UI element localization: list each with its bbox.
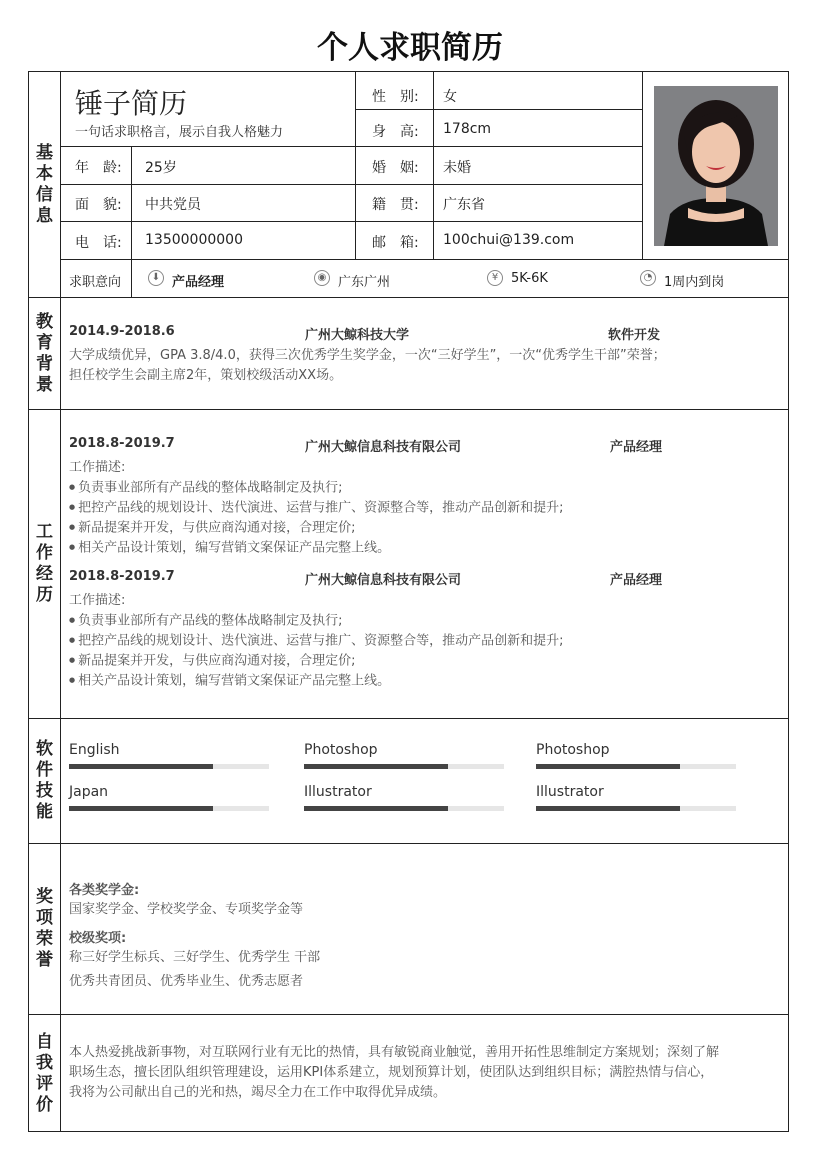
motto: 一句话求职格言，展示自我人格魅力 bbox=[75, 125, 284, 140]
origin-value: 广东省 bbox=[443, 197, 485, 213]
skill-bar-fill bbox=[304, 806, 448, 811]
skill-bar-fill bbox=[536, 806, 680, 811]
age-value: 25岁 bbox=[145, 160, 177, 176]
divider bbox=[642, 71, 643, 259]
section-label-self: 自 我 评 价 bbox=[36, 1031, 53, 1115]
page-title: 个人求职简历 bbox=[317, 30, 503, 66]
section-label-skills: 软 件 技 能 bbox=[36, 739, 53, 822]
work-role: 产品经理 bbox=[610, 573, 663, 588]
divider bbox=[60, 221, 642, 222]
skill-name: Illustrator bbox=[536, 784, 604, 800]
divider bbox=[433, 71, 434, 259]
work-role: 产品经理 bbox=[610, 440, 663, 455]
school-award-line: 优秀共青团员、优秀毕业生、优秀志愿者 bbox=[69, 974, 304, 989]
work-desc-label: 工作描述: bbox=[69, 593, 126, 608]
work-company: 广州大鲸信息科技有限公司 bbox=[305, 440, 462, 455]
school-award-label: 校级奖项: bbox=[69, 931, 127, 946]
politics-value: 中共党员 bbox=[145, 197, 201, 213]
edu-line: 担任校学生会副主席2年，策划校级活动XX场。 bbox=[69, 368, 343, 383]
work-desc-label: 工作描述: bbox=[69, 460, 126, 475]
age-label: 年 龄: bbox=[75, 160, 122, 176]
money-icon: ¥ bbox=[487, 270, 503, 286]
self-eval-line: 我将为公司献出自己的光和热，竭尽全力在工作中取得优异成绩。 bbox=[69, 1085, 447, 1100]
divider bbox=[60, 184, 642, 185]
politics-label: 面 貌: bbox=[75, 197, 122, 213]
work-period: 2018.8-2019.7 bbox=[69, 569, 175, 584]
section-label-education: 教 育 背 景 bbox=[36, 311, 53, 395]
work-bullet: ● 相关产品设计策划，编写营销文案保证产品完整上线。 bbox=[69, 538, 390, 559]
school-award-line: 称三好学生标兵、三好学生、优秀学生 干部 bbox=[69, 950, 321, 965]
work-bullet: ● 新品提案并开发，与供应商沟通对接，合理定价; bbox=[69, 518, 356, 539]
skill-bar-track bbox=[536, 764, 736, 769]
skill-bar-track bbox=[69, 806, 269, 811]
marriage-value: 未婚 bbox=[443, 160, 471, 176]
avatar bbox=[654, 86, 778, 246]
height-value: 178cm bbox=[443, 121, 492, 137]
intent-salary: 5K-6K bbox=[511, 271, 548, 286]
marriage-label: 婚 姻: bbox=[372, 160, 419, 176]
divider bbox=[60, 146, 642, 147]
gender-label: 性 别: bbox=[372, 89, 419, 105]
edu-period: 2014.9-2018.6 bbox=[69, 324, 175, 339]
work-bullet: ● 负责事业部所有产品线的整体战略制定及执行; bbox=[69, 611, 343, 632]
divider bbox=[355, 109, 642, 110]
intent-arrival: 1周内到岗 bbox=[664, 275, 725, 290]
work-bullet: ● 把控产品线的规划设计、迭代演进、运营与推广、资源整合等，推动产品创新和提升; bbox=[69, 498, 564, 519]
phone-label: 电 话: bbox=[75, 235, 122, 251]
height-label: 身 高: bbox=[372, 124, 419, 140]
self-eval-line: 职场生态，擅长团队组织管理建设，运用KPI体系建立，规划预算计划，使团队达到组织目标；满腔热情与信心， bbox=[69, 1065, 714, 1080]
skill-bar-track bbox=[69, 764, 269, 769]
divider bbox=[28, 1014, 789, 1015]
edu-school: 广州大鲸科技大学 bbox=[305, 328, 410, 343]
divider bbox=[28, 297, 789, 298]
work-bullet: ● 新品提案并开发，与供应商沟通对接，合理定价; bbox=[69, 651, 356, 672]
divider bbox=[131, 146, 132, 259]
phone-value: 13500000000 bbox=[145, 232, 243, 248]
skill-bar-fill bbox=[536, 764, 680, 769]
clock-icon: ◔ bbox=[640, 270, 656, 286]
skill-bar-fill bbox=[69, 806, 213, 811]
skill-name: Photoshop bbox=[536, 742, 610, 758]
divider bbox=[60, 259, 789, 260]
divider bbox=[60, 71, 61, 1132]
email-value: 100chui@139.com bbox=[443, 232, 575, 248]
skill-bar-fill bbox=[304, 764, 448, 769]
work-period: 2018.8-2019.7 bbox=[69, 436, 175, 451]
intent-city: 广东广州 bbox=[338, 275, 391, 290]
intent-label: 求职意向 bbox=[69, 275, 122, 290]
gender-value: 女 bbox=[443, 89, 457, 105]
location-icon: ◉ bbox=[314, 270, 330, 286]
section-label-awards: 奖 项 荣 誉 bbox=[36, 887, 53, 970]
skill-bar-track bbox=[304, 764, 504, 769]
portrait-image bbox=[654, 86, 778, 246]
divider bbox=[28, 843, 789, 844]
divider bbox=[28, 718, 789, 719]
edu-major: 软件开发 bbox=[608, 328, 661, 343]
self-eval-line: 本人热爱挑战新事物，对互联网行业有无比的热情，具有敏锐商业触觉，善用开拓性思维制定方案规划；深刻了解 bbox=[69, 1045, 720, 1060]
work-company: 广州大鲸信息科技有限公司 bbox=[305, 573, 462, 588]
candidate-name: 锤子简历 bbox=[75, 87, 188, 120]
work-bullet: ● 负责事业部所有产品线的整体战略制定及执行; bbox=[69, 478, 343, 499]
skill-bar-track bbox=[304, 806, 504, 811]
edu-line: 大学成绩优异，GPA 3.8/4.0，获得三次优秀学生奖学金，一次“三好学生”，一次“优秀学生干部”荣誉； bbox=[69, 348, 666, 363]
email-label: 邮 箱: bbox=[372, 235, 419, 251]
section-label-work: 工 作 经 历 bbox=[36, 522, 53, 605]
skill-name: Japan bbox=[69, 784, 109, 800]
divider bbox=[355, 71, 356, 259]
scholarship-label: 各类奖学金: bbox=[69, 883, 140, 898]
divider bbox=[28, 409, 789, 410]
skill-name: Photoshop bbox=[304, 742, 378, 758]
work-bullet: ● 把控产品线的规划设计、迭代演进、运营与推广、资源整合等，推动产品创新和提升; bbox=[69, 631, 564, 652]
skill-name: Illustrator bbox=[304, 784, 372, 800]
origin-label: 籍 贯: bbox=[372, 197, 419, 213]
scholarship-text: 国家奖学金、学校奖学金、专项奖学金等 bbox=[69, 902, 304, 917]
section-label-basic: 基 本 信 息 bbox=[36, 142, 53, 226]
work-bullet: ● 相关产品设计策划，编写营销文案保证产品完整上线。 bbox=[69, 671, 390, 692]
skill-name: English bbox=[69, 742, 120, 758]
skill-bar-fill bbox=[69, 764, 213, 769]
skill-bar-track bbox=[536, 806, 736, 811]
medal-icon: ⬇ bbox=[148, 270, 164, 286]
divider bbox=[131, 259, 132, 297]
intent-position: 产品经理 bbox=[172, 275, 225, 290]
